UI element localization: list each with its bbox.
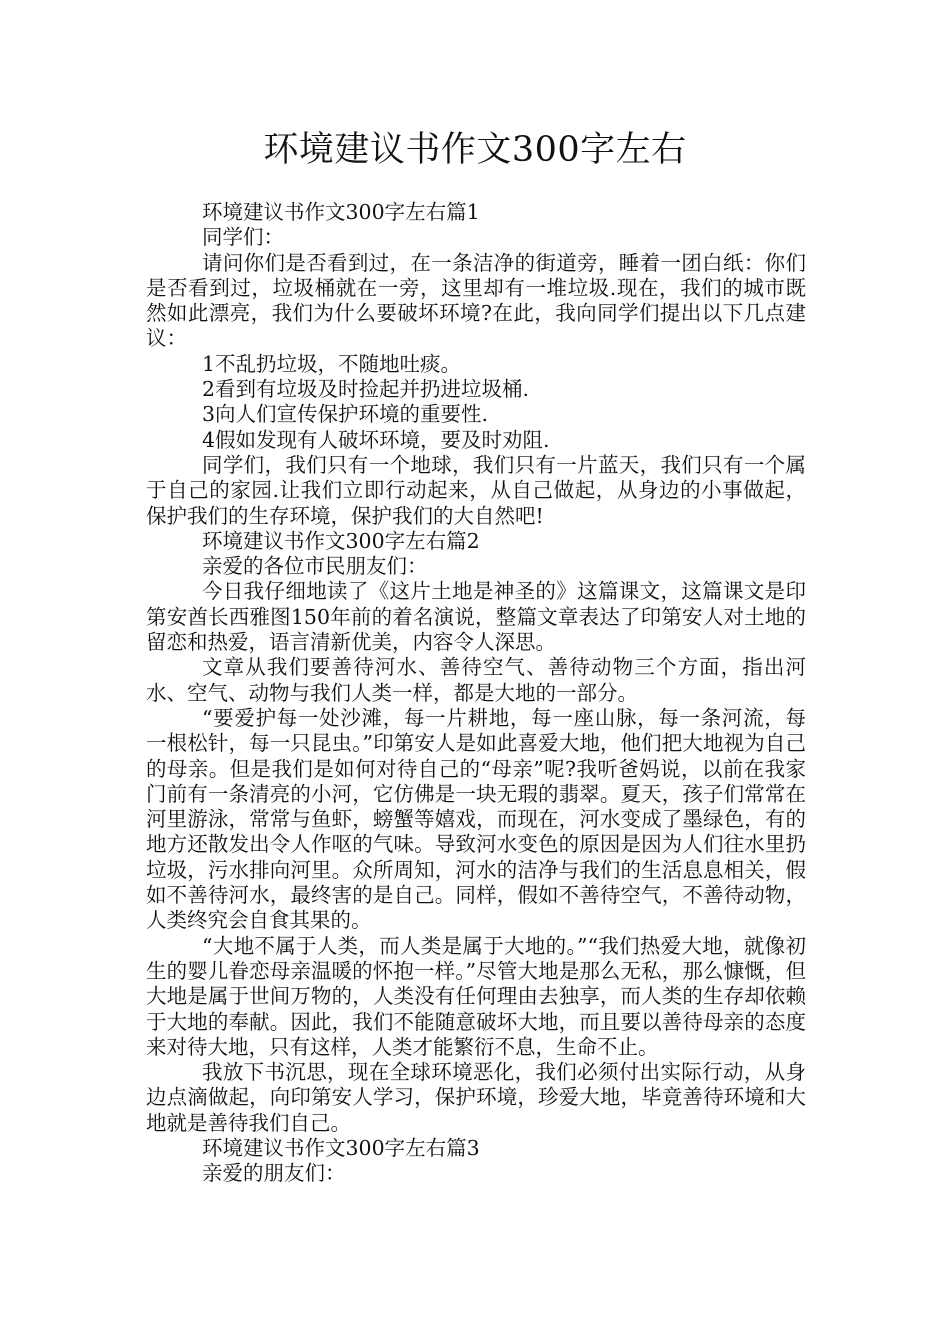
paragraph: 请问你们是否看到过，在一条洁净的街道旁，睡着一团白纸：你们是否看到过，垃圾桶就在一旁，这里却有一堆垃圾.现在，我们的城市既然如此漂亮，我们为什么要破坏环境?在此，我向同学们提出以下几点建议：	[146, 250, 806, 351]
section-heading-2: 环境建议书作文300字左右篇2	[202, 528, 480, 553]
paragraph: “大地不属于人类，而人类是属于大地的。”“我们热爱大地，就像初生的婴儿眷恋母亲温暖的怀抱一样。”尽管大地是那么无私，那么慷慨，但大地是属于世间万物的，人类没有任何理由去独享，而人类的生存却依赖于大地的奉献。因此，我们不能随意破坏大地，而且要以善待母亲的态度来对待大地，只有这样，人类才能繁衍不息，生命不止。	[146, 933, 806, 1059]
salutation: 同学们：	[202, 225, 284, 250]
salutation: 亲爱的朋友们：	[202, 1161, 346, 1186]
salutation: 亲爱的各位市民朋友们：	[202, 554, 428, 579]
section-heading-1: 环境建议书作文300字左右篇1	[202, 200, 480, 224]
document-body	[146, 200, 806, 1187]
paragraph: 我放下书沉思，现在全球环境恶化，我们必须付出实际行动，从身边点滴做起，向印第安人学习，保护环境，珍爱大地，毕竟善待环境和大地就是善待我们自己。	[146, 1060, 806, 1135]
list-item: 3向人们宣传保护环境的重要性.	[202, 402, 489, 427]
document-title: 环境建议书作文300字左右	[263, 130, 687, 170]
section-heading-3: 环境建议书作文300字左右篇3	[202, 1135, 480, 1160]
paragraph: 同学们，我们只有一个地球，我们只有一片蓝天，我们只有一个属于自己的家园.让我们立即行动起来，从自己做起，从身边的小事做起，保护我们的生存环境，保护我们的大自然吧!	[146, 452, 806, 528]
list-item: 1不乱扔垃圾，不随地吐痰。	[202, 351, 462, 376]
paragraph: “要爱护每一处沙滩，每一片耕地，每一座山脉，每一条河流，每一根松针，每一只昆虫。”印第安人是如此喜爱大地，他们把大地视为自己的母亲。但是我们是如何对待自己的“母亲”呢?我听爸妈说，以前在我家门前有一条清亮的小河，它仿佛是一块无瑕的翡翠。夏天，孩子们常常在河里游泳，常常与鱼虾，螃蟹等嬉戏，而现在，河水变成了墨绿色，有的地方还散发出令人作呕的气味。导致河水变色的原因是因为人们往水里扔垃圾，污水排向河里。众所周知，河水的洁净与我们的生活息息相关，假如不善待河水，最终害的是自己。同样，假如不善待空气，不善待动物，人类终究会自食其果的。	[146, 705, 806, 933]
list-item: 2看到有垃圾及时捡起并扔进垃圾桶.	[202, 377, 530, 402]
list-item: 4假如发现有人破坏环境，要及时劝阻.	[202, 427, 550, 452]
paragraph: 文章从我们要善待河水、善待空气、善待动物三个方面，指出河水、空气、动物与我们人类一样，都是大地的一部分。	[146, 655, 806, 705]
paragraph: 今日我仔细地读了《这片土地是神圣的》这篇课文，这篇课文是印第安酋长西雅图150年前的着名演说，整篇文章表达了印第安人对土地的留恋和热爱，语言清新优美，内容令人深思。	[146, 579, 806, 655]
